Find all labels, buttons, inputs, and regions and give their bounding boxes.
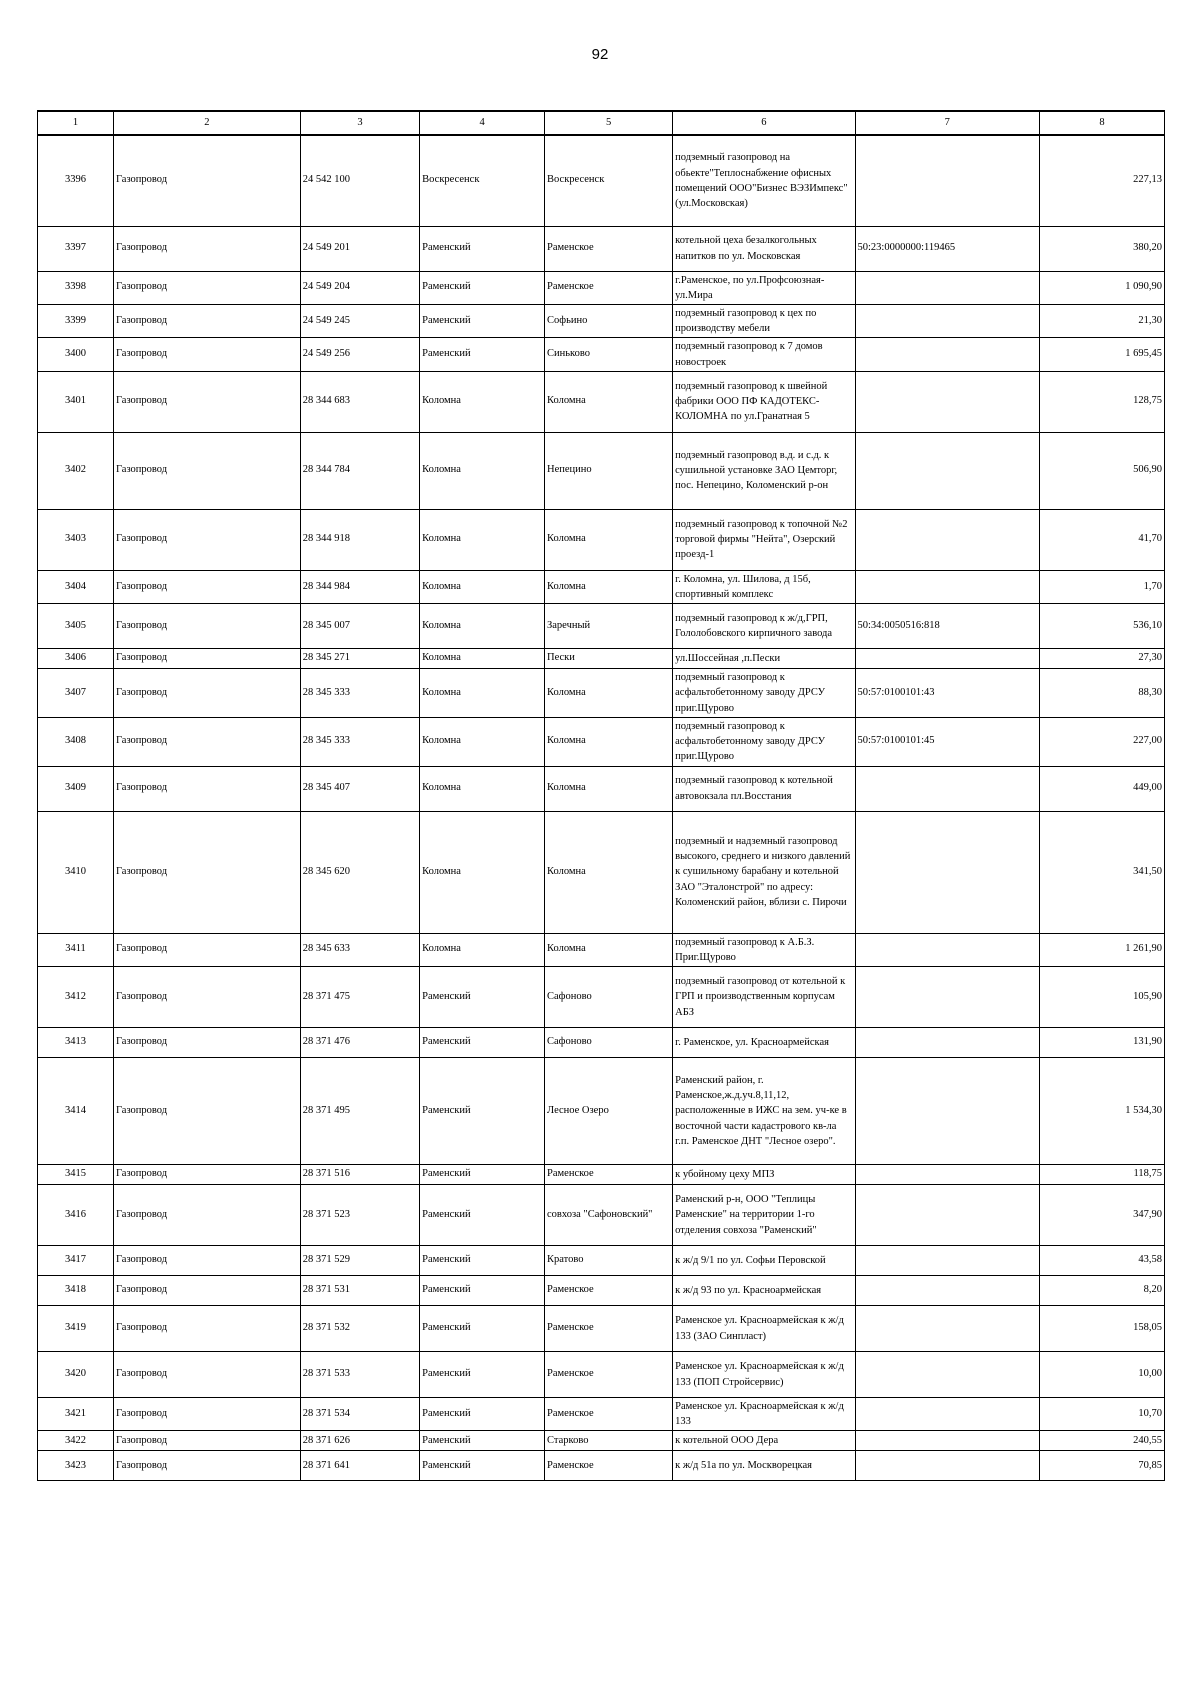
cell-object-type: Газопровод bbox=[114, 649, 301, 669]
cell-locality: Раменское bbox=[545, 1352, 673, 1398]
cell-cadastral-number bbox=[855, 1431, 1040, 1451]
cell-code: 28 345 620 bbox=[300, 811, 419, 933]
cell-object-type: Газопровод bbox=[114, 226, 301, 271]
cell-code: 24 549 256 bbox=[300, 338, 419, 371]
cell-length: 227,00 bbox=[1040, 717, 1165, 766]
cell-district: Коломна bbox=[420, 649, 545, 669]
cell-district: Раменский bbox=[420, 1431, 545, 1451]
cell-length: 105,90 bbox=[1040, 967, 1165, 1028]
table-row bbox=[38, 933, 1165, 966]
cell-district: Коломна bbox=[420, 717, 545, 766]
cell-cadastral-number bbox=[855, 1276, 1040, 1306]
cell-object-type: Газопровод bbox=[114, 1246, 301, 1276]
cell-code: 28 344 784 bbox=[300, 432, 419, 509]
cell-locality: Сафоново bbox=[545, 967, 673, 1028]
cell-number: 3406 bbox=[38, 649, 114, 669]
cell-description: ул.Шоссейная ,п.Пески bbox=[673, 649, 855, 669]
cell-description: к ж/д 93 по ул. Красноармейская bbox=[673, 1276, 855, 1306]
cell-number: 3398 bbox=[38, 271, 114, 304]
cell-length: 88,30 bbox=[1040, 669, 1165, 718]
column-header: 8 bbox=[1040, 111, 1165, 135]
cell-cadastral-number bbox=[855, 1451, 1040, 1481]
cell-number: 3396 bbox=[38, 135, 114, 226]
cell-district: Раменский bbox=[420, 1246, 545, 1276]
cell-code: 28 371 626 bbox=[300, 1431, 419, 1451]
cell-description: подземный газопровод к топочной №2 торговой фирмы "Нейта", Озерский проезд-1 bbox=[673, 509, 855, 570]
cell-district: Коломна bbox=[420, 811, 545, 933]
cell-cadastral-number bbox=[855, 371, 1040, 432]
cell-length: 118,75 bbox=[1040, 1165, 1165, 1185]
cell-code: 28 345 333 bbox=[300, 669, 419, 718]
table-body bbox=[38, 135, 1165, 1481]
cell-number: 3402 bbox=[38, 432, 114, 509]
cell-description: подземный газопровод к котельной автовокзала пл.Восстания bbox=[673, 766, 855, 811]
cell-description: Раменское ул. Красноармейская к ж/д 133 bbox=[673, 1398, 855, 1431]
cell-length: 10,00 bbox=[1040, 1352, 1165, 1398]
cell-object-type: Газопровод bbox=[114, 717, 301, 766]
column-header: 4 bbox=[420, 111, 545, 135]
table-row bbox=[38, 1165, 1165, 1185]
cell-number: 3413 bbox=[38, 1028, 114, 1058]
table-row bbox=[38, 509, 1165, 570]
cell-object-type: Газопровод bbox=[114, 371, 301, 432]
table-row bbox=[38, 432, 1165, 509]
cell-locality: Коломна bbox=[545, 509, 673, 570]
cell-object-type: Газопровод bbox=[114, 509, 301, 570]
cell-length: 1 090,90 bbox=[1040, 271, 1165, 304]
table-row bbox=[38, 135, 1165, 226]
cell-description: подземный газопровод к асфальтобетонному заводу ДРСУ приг.Щурово bbox=[673, 717, 855, 766]
cell-number: 3408 bbox=[38, 717, 114, 766]
cell-locality: Заречный bbox=[545, 604, 673, 649]
cell-number: 3416 bbox=[38, 1185, 114, 1246]
cell-object-type: Газопровод bbox=[114, 338, 301, 371]
cell-locality: Пески bbox=[545, 649, 673, 669]
cell-cadastral-number bbox=[855, 967, 1040, 1028]
cell-object-type: Газопровод bbox=[114, 1352, 301, 1398]
cell-description: подземный газопровод на обьекте"Теплоснабжение офисных помещений ООО"Бизнес ВЭЗИмпекс"(ул.Московская) bbox=[673, 135, 855, 226]
cell-length: 227,13 bbox=[1040, 135, 1165, 226]
cell-length: 380,20 bbox=[1040, 226, 1165, 271]
cell-locality: Раменское bbox=[545, 271, 673, 304]
cell-number: 3399 bbox=[38, 304, 114, 337]
cell-object-type: Газопровод bbox=[114, 570, 301, 603]
cell-district: Коломна bbox=[420, 766, 545, 811]
cell-description: к котельной ООО Дера bbox=[673, 1431, 855, 1451]
cell-description: подземный газопровод к швейной фабрики ООО ПФ КАДОТЕКС-КОЛОМНА по ул.Гранатная 5 bbox=[673, 371, 855, 432]
cell-number: 3414 bbox=[38, 1058, 114, 1165]
column-header: 7 bbox=[855, 111, 1040, 135]
cell-length: 70,85 bbox=[1040, 1451, 1165, 1481]
table-row bbox=[38, 1306, 1165, 1352]
cell-cadastral-number: 50:57:0100101:43 bbox=[855, 669, 1040, 718]
cell-district: Воскресенск bbox=[420, 135, 545, 226]
table-row bbox=[38, 717, 1165, 766]
cell-code: 28 345 333 bbox=[300, 717, 419, 766]
cell-length: 240,55 bbox=[1040, 1431, 1165, 1451]
cell-number: 3400 bbox=[38, 338, 114, 371]
cell-description: Раменский р-н, ООО "Теплицы Раменские" на территории 1-го отделения совхоза "Раменский" bbox=[673, 1185, 855, 1246]
cell-description: подземный газопровод к А.Б.З. Приг.Щурово bbox=[673, 933, 855, 966]
cell-description: к ж/д 9/1 по ул. Софьи Перовской bbox=[673, 1246, 855, 1276]
cell-object-type: Газопровод bbox=[114, 933, 301, 966]
cell-number: 3415 bbox=[38, 1165, 114, 1185]
cell-object-type: Газопровод bbox=[114, 1431, 301, 1451]
cell-district: Коломна bbox=[420, 933, 545, 966]
cell-object-type: Газопровод bbox=[114, 967, 301, 1028]
cell-cadastral-number bbox=[855, 1352, 1040, 1398]
cell-length: 1 261,90 bbox=[1040, 933, 1165, 966]
cell-length: 536,10 bbox=[1040, 604, 1165, 649]
cell-length: 506,90 bbox=[1040, 432, 1165, 509]
cell-district: Раменский bbox=[420, 1276, 545, 1306]
cell-locality: Лесное Озеро bbox=[545, 1058, 673, 1165]
cell-object-type: Газопровод bbox=[114, 1058, 301, 1165]
cell-object-type: Газопровод bbox=[114, 669, 301, 718]
cell-number: 3417 bbox=[38, 1246, 114, 1276]
cell-code: 28 371 531 bbox=[300, 1276, 419, 1306]
table-row bbox=[38, 1185, 1165, 1246]
cell-length: 1,70 bbox=[1040, 570, 1165, 603]
cell-description: г. Коломна, ул. Шилова, д 15б, спортивный комплекс bbox=[673, 570, 855, 603]
cell-description: подземный газопровод в.д. и с.д. к сушильной установке ЗАО Цемторг, пос. Непецино, Коломенский р-он bbox=[673, 432, 855, 509]
cell-length: 41,70 bbox=[1040, 509, 1165, 570]
cell-description: подземный газопровод от котельной к ГРП и производственным корпусам АБЗ bbox=[673, 967, 855, 1028]
cell-number: 3419 bbox=[38, 1306, 114, 1352]
column-header: 3 bbox=[300, 111, 419, 135]
cell-description: Раменский район, г. Раменское,ж.д.уч.8,11,12, расположенные в ИЖС на зем. уч-ке в восточной части кадастрового кв-ла г.п. Раменское ДНТ "Лесное озеро". bbox=[673, 1058, 855, 1165]
cell-code: 28 371 533 bbox=[300, 1352, 419, 1398]
cell-number: 3422 bbox=[38, 1431, 114, 1451]
table-row bbox=[38, 226, 1165, 271]
cell-district: Раменский bbox=[420, 1058, 545, 1165]
cell-object-type: Газопровод bbox=[114, 1028, 301, 1058]
cell-locality: Коломна bbox=[545, 570, 673, 603]
table-row bbox=[38, 967, 1165, 1028]
cell-locality: Коломна bbox=[545, 811, 673, 933]
cell-code: 28 345 407 bbox=[300, 766, 419, 811]
cell-locality: Синьково bbox=[545, 338, 673, 371]
cell-cadastral-number bbox=[855, 1165, 1040, 1185]
cell-description: подземный газопровод к ж/д,ГРП, Гололобовского кирпичного завода bbox=[673, 604, 855, 649]
cell-length: 449,00 bbox=[1040, 766, 1165, 811]
column-header: 2 bbox=[114, 111, 301, 135]
cell-district: Коломна bbox=[420, 509, 545, 570]
cell-description: к ж/д 51а по ул. Москворецкая bbox=[673, 1451, 855, 1481]
cell-number: 3397 bbox=[38, 226, 114, 271]
cell-number: 3412 bbox=[38, 967, 114, 1028]
cell-object-type: Газопровод bbox=[114, 1451, 301, 1481]
table-row bbox=[38, 1451, 1165, 1481]
cell-object-type: Газопровод bbox=[114, 432, 301, 509]
cell-description: подземный и надземный газопровод высокого, среднего и низкого давлений к сушильному барабану и котельной ЗАО "Эталонстрой" по адресу: Коломенский район, вблизи с. Пирочи bbox=[673, 811, 855, 933]
cell-code: 24 549 245 bbox=[300, 304, 419, 337]
cell-length: 158,05 bbox=[1040, 1306, 1165, 1352]
cell-object-type: Газопровод bbox=[114, 766, 301, 811]
column-header: 6 bbox=[673, 111, 855, 135]
cell-district: Раменский bbox=[420, 1306, 545, 1352]
cell-locality: совхоза "Сафоновский" bbox=[545, 1185, 673, 1246]
cell-cadastral-number bbox=[855, 509, 1040, 570]
cell-object-type: Газопровод bbox=[114, 1276, 301, 1306]
cell-district: Коломна bbox=[420, 432, 545, 509]
table-row bbox=[38, 1276, 1165, 1306]
cell-locality: Софьино bbox=[545, 304, 673, 337]
table-row bbox=[38, 338, 1165, 371]
cell-code: 28 344 683 bbox=[300, 371, 419, 432]
cell-number: 3401 bbox=[38, 371, 114, 432]
table-row bbox=[38, 604, 1165, 649]
cell-length: 131,90 bbox=[1040, 1028, 1165, 1058]
cell-cadastral-number bbox=[855, 1246, 1040, 1276]
table-row bbox=[38, 1398, 1165, 1431]
cell-length: 10,70 bbox=[1040, 1398, 1165, 1431]
table-row bbox=[38, 1246, 1165, 1276]
cell-locality: Раменское bbox=[545, 1398, 673, 1431]
cell-cadastral-number: 50:34:0050516:818 bbox=[855, 604, 1040, 649]
cell-object-type: Газопровод bbox=[114, 271, 301, 304]
cell-object-type: Газопровод bbox=[114, 604, 301, 649]
cell-cadastral-number bbox=[855, 1028, 1040, 1058]
cell-cadastral-number bbox=[855, 338, 1040, 371]
cell-cadastral-number bbox=[855, 766, 1040, 811]
cell-cadastral-number bbox=[855, 1398, 1040, 1431]
table-row bbox=[38, 1352, 1165, 1398]
cell-locality: Раменское bbox=[545, 1165, 673, 1185]
cell-length: 1 695,45 bbox=[1040, 338, 1165, 371]
cell-district: Раменский bbox=[420, 1185, 545, 1246]
cell-length: 347,90 bbox=[1040, 1185, 1165, 1246]
cell-code: 28 371 495 bbox=[300, 1058, 419, 1165]
cell-cadastral-number bbox=[855, 1058, 1040, 1165]
table-row bbox=[38, 766, 1165, 811]
cell-description: г. Раменское, ул. Красноармейская bbox=[673, 1028, 855, 1058]
cell-number: 3403 bbox=[38, 509, 114, 570]
cell-code: 28 371 475 bbox=[300, 967, 419, 1028]
cell-district: Раменский bbox=[420, 271, 545, 304]
table-row bbox=[38, 811, 1165, 933]
cell-district: Коломна bbox=[420, 570, 545, 603]
cell-cadastral-number bbox=[855, 811, 1040, 933]
cell-district: Раменский bbox=[420, 967, 545, 1028]
cell-number: 3409 bbox=[38, 766, 114, 811]
cell-district: Раменский bbox=[420, 1352, 545, 1398]
cell-code: 28 344 918 bbox=[300, 509, 419, 570]
cell-district: Коломна bbox=[420, 604, 545, 649]
cell-description: подземный газопровод к цех по производству мебели bbox=[673, 304, 855, 337]
table-header-row bbox=[38, 111, 1165, 135]
table-row bbox=[38, 669, 1165, 718]
cell-number: 3423 bbox=[38, 1451, 114, 1481]
cell-length: 27,30 bbox=[1040, 649, 1165, 669]
cell-object-type: Газопровод bbox=[114, 304, 301, 337]
table-row bbox=[38, 1431, 1165, 1451]
cell-locality: Кратово bbox=[545, 1246, 673, 1276]
cell-object-type: Газопровод bbox=[114, 1165, 301, 1185]
cell-length: 8,20 bbox=[1040, 1276, 1165, 1306]
cell-number: 3420 bbox=[38, 1352, 114, 1398]
cell-cadastral-number bbox=[855, 1306, 1040, 1352]
cell-locality: Старково bbox=[545, 1431, 673, 1451]
cell-description: Раменское ул. Красноармейская к ж/д 133 (ПОП Стройсервис) bbox=[673, 1352, 855, 1398]
cell-locality: Коломна bbox=[545, 717, 673, 766]
cell-length: 1 534,30 bbox=[1040, 1058, 1165, 1165]
cell-code: 24 549 201 bbox=[300, 226, 419, 271]
cell-locality: Воскресенск bbox=[545, 135, 673, 226]
cell-locality: Сафоново bbox=[545, 1028, 673, 1058]
cell-description: подземный газопровод к 7 домов новостроек bbox=[673, 338, 855, 371]
cell-object-type: Газопровод bbox=[114, 135, 301, 226]
cell-locality: Раменское bbox=[545, 1451, 673, 1481]
cell-district: Раменский bbox=[420, 304, 545, 337]
cell-cadastral-number: 50:57:0100101:45 bbox=[855, 717, 1040, 766]
cell-cadastral-number bbox=[855, 649, 1040, 669]
table-row bbox=[38, 1028, 1165, 1058]
cell-description: Раменское ул. Красноармейская к ж/д 133 (ЗАО Синпласт) bbox=[673, 1306, 855, 1352]
table-row bbox=[38, 1058, 1165, 1165]
cell-code: 28 371 534 bbox=[300, 1398, 419, 1431]
cell-district: Раменский bbox=[420, 1165, 545, 1185]
cell-locality: Раменское bbox=[545, 1276, 673, 1306]
cell-number: 3404 bbox=[38, 570, 114, 603]
cell-locality: Непецино bbox=[545, 432, 673, 509]
cell-district: Раменский bbox=[420, 1451, 545, 1481]
cell-length: 341,50 bbox=[1040, 811, 1165, 933]
cell-number: 3405 bbox=[38, 604, 114, 649]
cell-length: 21,30 bbox=[1040, 304, 1165, 337]
cell-code: 24 542 100 bbox=[300, 135, 419, 226]
gas-pipeline-registry-table bbox=[37, 110, 1165, 1481]
cell-locality: Раменское bbox=[545, 226, 673, 271]
cell-object-type: Газопровод bbox=[114, 1306, 301, 1352]
cell-locality: Коломна bbox=[545, 669, 673, 718]
cell-code: 28 371 523 bbox=[300, 1185, 419, 1246]
table-row bbox=[38, 371, 1165, 432]
cell-locality: Раменское bbox=[545, 1306, 673, 1352]
cell-district: Коломна bbox=[420, 669, 545, 718]
cell-district: Коломна bbox=[420, 371, 545, 432]
cell-cadastral-number bbox=[855, 304, 1040, 337]
cell-cadastral-number bbox=[855, 570, 1040, 603]
cell-locality: Коломна bbox=[545, 933, 673, 966]
cell-length: 43,58 bbox=[1040, 1246, 1165, 1276]
cell-code: 28 345 271 bbox=[300, 649, 419, 669]
cell-code: 28 345 007 bbox=[300, 604, 419, 649]
cell-code: 28 371 641 bbox=[300, 1451, 419, 1481]
cell-cadastral-number: 50:23:0000000:119465 bbox=[855, 226, 1040, 271]
cell-cadastral-number bbox=[855, 1185, 1040, 1246]
table-row bbox=[38, 570, 1165, 603]
cell-object-type: Газопровод bbox=[114, 1185, 301, 1246]
table-row bbox=[38, 649, 1165, 669]
cell-number: 3418 bbox=[38, 1276, 114, 1306]
cell-description: котельной цеха безалкогольных напитков по ул. Московская bbox=[673, 226, 855, 271]
cell-district: Раменский bbox=[420, 226, 545, 271]
cell-code: 28 371 529 bbox=[300, 1246, 419, 1276]
cell-cadastral-number bbox=[855, 432, 1040, 509]
cell-description: г.Раменское, по ул.Профсоюзная-ул.Мира bbox=[673, 271, 855, 304]
cell-locality: Коломна bbox=[545, 766, 673, 811]
cell-code: 28 345 633 bbox=[300, 933, 419, 966]
cell-number: 3410 bbox=[38, 811, 114, 933]
cell-code: 28 371 476 bbox=[300, 1028, 419, 1058]
cell-locality: Коломна bbox=[545, 371, 673, 432]
cell-object-type: Газопровод bbox=[114, 811, 301, 933]
cell-district: Раменский bbox=[420, 1028, 545, 1058]
cell-district: Раменский bbox=[420, 1398, 545, 1431]
table-row bbox=[38, 304, 1165, 337]
cell-object-type: Газопровод bbox=[114, 1398, 301, 1431]
cell-cadastral-number bbox=[855, 135, 1040, 226]
column-header: 1 bbox=[38, 111, 114, 135]
table-row bbox=[38, 271, 1165, 304]
cell-district: Раменский bbox=[420, 338, 545, 371]
page-number: 92 bbox=[591, 46, 609, 63]
cell-description: подземный газопровод к асфальтобетонному заводу ДРСУ приг.Щурово bbox=[673, 669, 855, 718]
cell-code: 28 371 532 bbox=[300, 1306, 419, 1352]
cell-length: 128,75 bbox=[1040, 371, 1165, 432]
cell-number: 3411 bbox=[38, 933, 114, 966]
cell-code: 28 344 984 bbox=[300, 570, 419, 603]
cell-cadastral-number bbox=[855, 933, 1040, 966]
cell-code: 28 371 516 bbox=[300, 1165, 419, 1185]
cell-cadastral-number bbox=[855, 271, 1040, 304]
cell-description: к убойному цеху МПЗ bbox=[673, 1165, 855, 1185]
cell-number: 3421 bbox=[38, 1398, 114, 1431]
cell-number: 3407 bbox=[38, 669, 114, 718]
cell-code: 24 549 204 bbox=[300, 271, 419, 304]
column-header: 5 bbox=[545, 111, 673, 135]
